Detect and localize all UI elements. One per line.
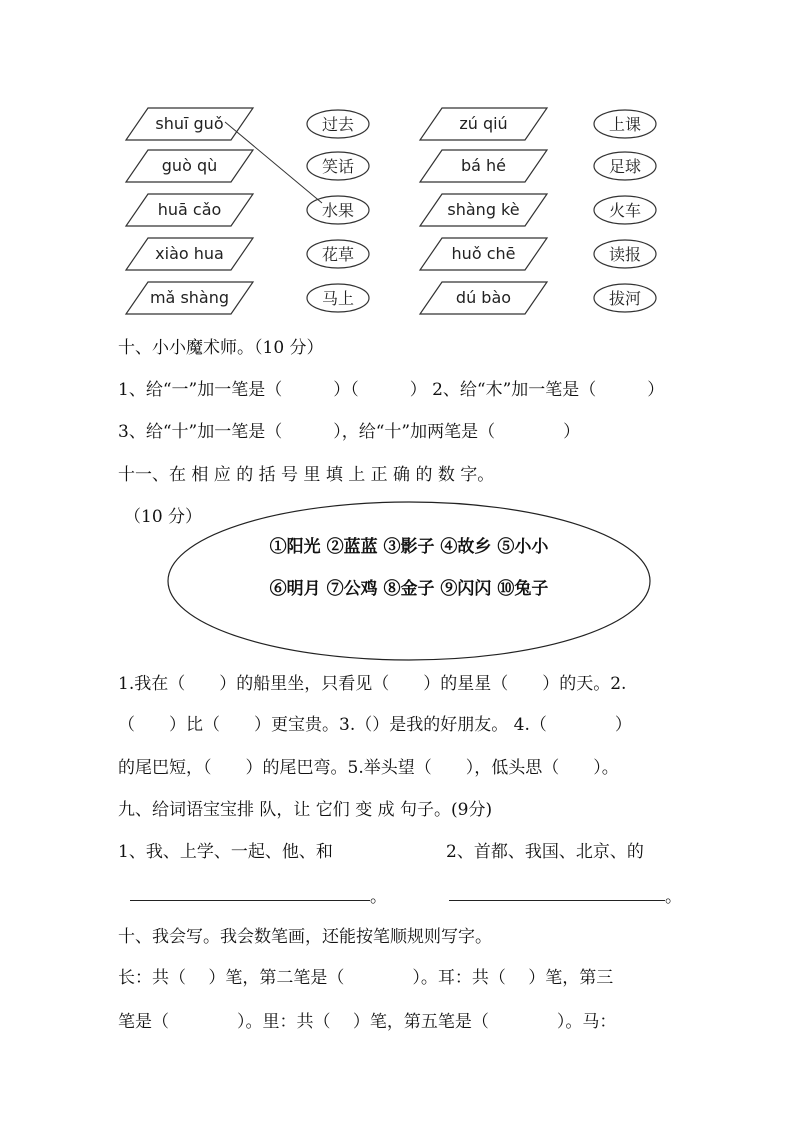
word-bank-row-1: ①阳光 ②蓝蓝 ③影子 ④故乡 ⑤小小 bbox=[269, 537, 549, 557]
left-pinyin-text: huā cǎo bbox=[157, 200, 222, 219]
right-word-text: 上课 bbox=[608, 115, 642, 134]
left-word-text: 花草 bbox=[321, 245, 355, 264]
order-question-1: 1、我、上学、一起、他、和 bbox=[118, 842, 333, 862]
right-pinyin-text: bá hé bbox=[460, 156, 507, 175]
write-line-1: 长：共（ ）笔，第二笔是（ ）。耳：共（ ）笔，第三 bbox=[118, 968, 614, 988]
answer-period-2: 。 bbox=[665, 887, 682, 907]
left-pinyin-text: guò qù bbox=[161, 156, 218, 175]
order-question-2: 2、首都、我国、北京、的 bbox=[446, 842, 644, 862]
right-pinyin-text: shàng kè bbox=[447, 200, 520, 219]
numbers-section-score: （10 分） bbox=[124, 507, 203, 527]
numbers-fill-line-1: 1.我在（ ）的船里坐，只看见（ ）的星星（ ）的天。2. bbox=[118, 674, 627, 694]
answer-period-1: 。 bbox=[370, 887, 387, 907]
order-section-title: 九、给词语宝宝排 队，让 它们 变 成 句子。(9分) bbox=[118, 800, 493, 820]
left-word-text: 过去 bbox=[321, 115, 355, 134]
right-word-text: 火车 bbox=[608, 201, 642, 220]
pinyin-matching-exercise bbox=[0, 0, 794, 330]
numbers-section-title: 十一、在 相 应 的 括 号 里 填 上 正 确 的 数 字。 bbox=[118, 465, 495, 485]
left-pinyin-text: mǎ shàng bbox=[149, 288, 230, 307]
magic-question-1: 1、给“一”加一笔是（ ）（ ） 2、给“木”加一笔是（ ） bbox=[118, 380, 665, 400]
right-pinyin-text: huǒ chē bbox=[451, 244, 516, 263]
magic-section-title: 十、小小魔术师。（10 分） bbox=[118, 338, 324, 358]
answer-line-1[interactable] bbox=[130, 900, 370, 901]
left-word-text: 马上 bbox=[321, 289, 355, 308]
right-pinyin-text: dú bào bbox=[455, 288, 512, 307]
left-pinyin-text: xiào hua bbox=[155, 244, 224, 263]
magic-question-2: 3、给“十”加一笔是（ ），给“十”加两笔是（ ） bbox=[118, 422, 581, 442]
right-word-text: 拔河 bbox=[608, 289, 642, 308]
answer-line-2[interactable] bbox=[449, 900, 665, 901]
right-pinyin-text: zú qiú bbox=[459, 114, 508, 133]
numbers-fill-line-3: 的尾巴短，（ ）的尾巴弯。5.举头望（ ），低头思（ ）。 bbox=[118, 758, 619, 778]
left-pinyin-text: shuī guǒ bbox=[155, 114, 224, 133]
write-line-2: 笔是（ ）。里：共（ ）笔，第五笔是（ ）。马： bbox=[118, 1012, 617, 1032]
left-word-text: 水果 bbox=[321, 201, 355, 220]
right-word-text: 读报 bbox=[608, 245, 642, 264]
numbers-fill-line-2: （ ）比（ ）更宝贵。3.（）是我的好朋友。 4.（ ） bbox=[118, 715, 632, 735]
left-word-text: 笑话 bbox=[321, 157, 355, 176]
write-section-title: 十、我会写。我会数笔画，还能按笔顺规则写字。 bbox=[118, 927, 492, 947]
word-bank-row-2: ⑥明月 ⑦公鸡 ⑧金子 ⑨闪闪 ⑩兔子 bbox=[269, 579, 549, 599]
right-word-text: 足球 bbox=[608, 157, 642, 176]
